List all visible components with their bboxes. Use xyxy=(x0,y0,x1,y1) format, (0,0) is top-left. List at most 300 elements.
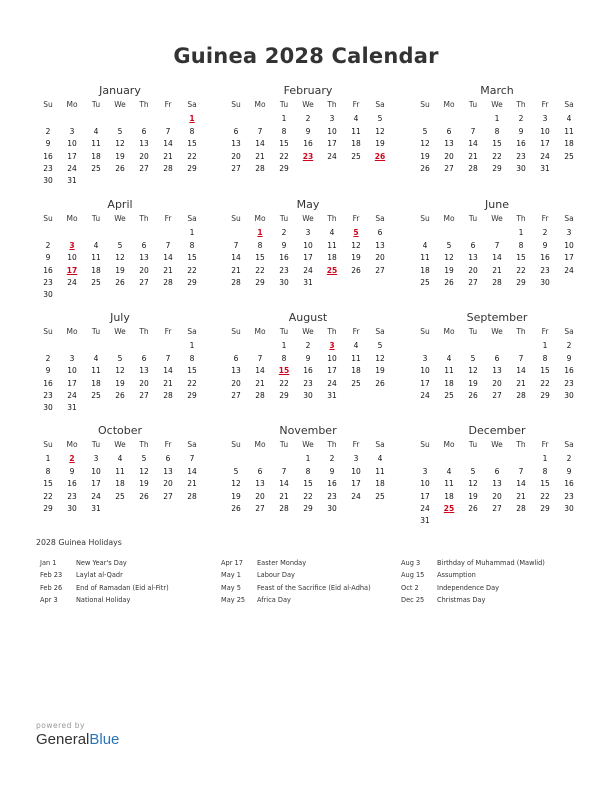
day-cell: 31 xyxy=(303,277,313,287)
day-cell: 11 xyxy=(444,366,454,376)
empty-day-cell xyxy=(344,163,368,175)
day-cell: 21 xyxy=(163,378,173,388)
day-cell: 19 xyxy=(115,378,125,388)
day-cell: 17 xyxy=(420,378,430,388)
week-row xyxy=(413,478,581,490)
day-cell: 22 xyxy=(187,265,197,275)
day-cell: 15 xyxy=(492,139,502,149)
day-cell: 24 xyxy=(327,151,337,161)
holiday-name: Africa Day xyxy=(257,595,291,604)
empty-day-cell xyxy=(248,113,272,125)
weekday-header xyxy=(36,213,204,227)
weekday-label: Fr xyxy=(164,214,172,223)
day-cell: 20 xyxy=(139,151,149,161)
day-cell: 28 xyxy=(163,163,173,173)
week-row xyxy=(413,265,581,277)
day-cell: 5 xyxy=(117,240,123,250)
holiday-date: Dec 25 xyxy=(401,595,425,604)
empty-day-cell xyxy=(461,515,485,527)
day-cell: 26 xyxy=(115,390,125,400)
empty-day-cell xyxy=(557,163,581,175)
day-cell: 9 xyxy=(45,253,51,263)
day-cell: 4 xyxy=(422,240,428,250)
day-cell: 14 xyxy=(255,139,265,149)
day-cell: 30 xyxy=(327,503,337,513)
day-cell: 26 xyxy=(139,491,149,501)
day-cell: 11 xyxy=(91,366,101,376)
holiday-day-cell: 1 xyxy=(189,114,195,124)
day-cell: 13 xyxy=(139,139,149,149)
weekday-label: Fr xyxy=(352,214,360,223)
week-row xyxy=(36,151,204,163)
day-cell: 7 xyxy=(233,240,239,250)
day-cell: 1 xyxy=(542,341,548,351)
day-cell: 28 xyxy=(516,390,526,400)
week-row xyxy=(224,227,392,239)
weekday-header xyxy=(413,99,581,113)
weekday-label: Su xyxy=(420,214,430,223)
empty-day-cell xyxy=(248,453,272,465)
week-row xyxy=(224,138,392,150)
day-cell: 22 xyxy=(540,491,550,501)
empty-day-cell xyxy=(156,340,180,352)
day-cell: 10 xyxy=(67,366,77,376)
holiday-entry xyxy=(40,557,169,569)
empty-day-cell xyxy=(296,163,320,175)
week-row xyxy=(36,240,204,252)
weekday-label: Fr xyxy=(164,440,172,449)
weekday-label: We xyxy=(491,440,503,449)
day-cell: 3 xyxy=(422,353,428,363)
day-cell: 28 xyxy=(163,390,173,400)
day-cell: 20 xyxy=(139,265,149,275)
day-cell: 30 xyxy=(43,290,53,300)
month-november xyxy=(224,423,392,515)
day-cell: 16 xyxy=(516,139,526,149)
day-cell: 16 xyxy=(279,253,289,263)
weekday-label: Fr xyxy=(541,440,549,449)
day-cell: 30 xyxy=(303,390,313,400)
holiday-day-cell: 25 xyxy=(326,265,338,275)
day-cell: 21 xyxy=(163,151,173,161)
day-cell: 1 xyxy=(45,454,51,464)
empty-day-cell xyxy=(437,515,461,527)
weekday-label: Th xyxy=(327,440,337,449)
holiday-date: Aug 15 xyxy=(401,571,425,580)
weekday-label: Mo xyxy=(66,327,78,336)
day-cell: 21 xyxy=(231,265,241,275)
day-cell: 14 xyxy=(163,253,173,263)
weekday-header xyxy=(224,213,392,227)
empty-day-cell xyxy=(224,453,248,465)
day-cell: 2 xyxy=(281,228,287,238)
day-cell: 16 xyxy=(540,253,550,263)
week-row xyxy=(36,491,204,503)
week-row xyxy=(36,390,204,402)
weekday-label: We xyxy=(114,100,126,109)
day-cell: 30 xyxy=(279,277,289,287)
weekday-label: Su xyxy=(43,440,53,449)
empty-day-cell xyxy=(437,453,461,465)
empty-day-cell xyxy=(413,340,437,352)
day-cell: 15 xyxy=(187,253,197,263)
day-cell: 26 xyxy=(444,277,454,287)
weekday-label: Mo xyxy=(66,214,78,223)
empty-day-cell xyxy=(344,503,368,515)
day-cell: 16 xyxy=(327,479,337,489)
day-cell: 6 xyxy=(165,454,171,464)
holiday-day-cell: 15 xyxy=(278,366,290,376)
week-row xyxy=(224,478,392,490)
day-cell: 10 xyxy=(327,353,337,363)
day-cell: 9 xyxy=(281,240,287,250)
empty-day-cell xyxy=(132,503,156,515)
month-name: September xyxy=(466,311,528,324)
day-cell: 21 xyxy=(187,479,197,489)
day-cell: 22 xyxy=(279,151,289,161)
day-cell: 17 xyxy=(67,378,77,388)
weekday-label: Sa xyxy=(375,214,385,223)
weekday-label: Th xyxy=(139,327,149,336)
generalblue-logo[interactable] xyxy=(36,731,119,748)
day-cell: 9 xyxy=(518,126,524,136)
week-row xyxy=(36,466,204,478)
day-cell: 25 xyxy=(91,277,101,287)
empty-day-cell xyxy=(509,340,533,352)
holiday-date: May 5 xyxy=(221,583,241,592)
day-cell: 29 xyxy=(43,503,53,513)
week-row xyxy=(36,353,204,365)
day-cell: 24 xyxy=(351,491,361,501)
day-cell: 27 xyxy=(139,277,149,287)
day-cell: 12 xyxy=(115,366,125,376)
week-row xyxy=(224,113,392,125)
holiday-entry xyxy=(40,594,169,606)
day-cell: 21 xyxy=(255,378,265,388)
day-cell: 1 xyxy=(281,114,287,124)
weekday-label: Tu xyxy=(91,327,101,336)
weekday-header xyxy=(224,439,392,453)
day-cell: 28 xyxy=(492,277,502,287)
empty-day-cell xyxy=(132,175,156,187)
week-row xyxy=(224,126,392,138)
weekday-label: Mo xyxy=(254,214,266,223)
weekday-label: Su xyxy=(231,100,241,109)
day-cell: 2 xyxy=(45,126,51,136)
weekday-label: Mo xyxy=(443,100,455,109)
day-cell: 17 xyxy=(351,479,361,489)
empty-day-cell xyxy=(344,277,368,289)
holiday-entry xyxy=(40,582,169,594)
holiday-column xyxy=(221,557,371,606)
holiday-entry xyxy=(40,569,169,581)
day-cell: 27 xyxy=(231,390,241,400)
day-cell: 9 xyxy=(45,366,51,376)
month-march xyxy=(413,83,581,175)
powered-by-label: powered by xyxy=(36,721,85,730)
week-row xyxy=(36,126,204,138)
month-january xyxy=(36,83,204,188)
day-cell: 6 xyxy=(377,228,383,238)
week-row xyxy=(413,390,581,402)
week-row xyxy=(224,353,392,365)
day-cell: 30 xyxy=(43,403,53,413)
week-row xyxy=(36,113,204,125)
day-cell: 20 xyxy=(231,378,241,388)
day-cell: 3 xyxy=(542,114,548,124)
day-cell: 24 xyxy=(420,390,430,400)
empty-day-cell xyxy=(413,227,437,239)
empty-day-cell xyxy=(156,503,180,515)
day-cell: 25 xyxy=(91,390,101,400)
weekday-label: Su xyxy=(43,327,53,336)
empty-day-cell xyxy=(461,113,485,125)
holiday-day-cell: 1 xyxy=(257,228,263,238)
day-cell: 13 xyxy=(444,139,454,149)
holiday-day-cell: 5 xyxy=(353,228,359,238)
day-cell: 25 xyxy=(375,491,385,501)
day-cell: 11 xyxy=(91,253,101,263)
weekday-label: We xyxy=(114,214,126,223)
day-cell: 22 xyxy=(540,378,550,388)
day-cell: 11 xyxy=(564,126,574,136)
day-cell: 17 xyxy=(420,491,430,501)
day-cell: 30 xyxy=(67,503,77,513)
day-cell: 3 xyxy=(353,454,359,464)
day-cell: 30 xyxy=(564,503,574,513)
day-cell: 20 xyxy=(444,151,454,161)
week-row xyxy=(413,378,581,390)
weekday-label: We xyxy=(491,100,503,109)
day-cell: 1 xyxy=(518,228,524,238)
empty-day-cell xyxy=(413,113,437,125)
weekday-label: Th xyxy=(516,440,526,449)
weekday-label: Sa xyxy=(187,100,197,109)
empty-day-cell xyxy=(36,340,60,352)
day-cell: 12 xyxy=(231,479,241,489)
day-cell: 20 xyxy=(139,378,149,388)
day-cell: 4 xyxy=(93,126,99,136)
day-cell: 16 xyxy=(43,151,53,161)
day-cell: 11 xyxy=(420,253,430,263)
empty-day-cell xyxy=(180,175,204,187)
empty-day-cell xyxy=(156,113,180,125)
empty-day-cell xyxy=(461,340,485,352)
day-cell: 14 xyxy=(187,466,197,476)
day-cell: 5 xyxy=(422,126,428,136)
day-cell: 19 xyxy=(115,151,125,161)
day-cell: 11 xyxy=(351,126,361,136)
week-row xyxy=(413,491,581,503)
day-cell: 20 xyxy=(231,151,241,161)
weekday-label: Mo xyxy=(254,440,266,449)
weekday-label: Sa xyxy=(187,327,197,336)
logo-text-general: General xyxy=(36,731,90,748)
day-cell: 10 xyxy=(67,253,77,263)
day-cell: 24 xyxy=(67,277,77,287)
day-cell: 29 xyxy=(187,163,197,173)
empty-day-cell xyxy=(180,289,204,301)
holiday-column xyxy=(401,557,545,606)
empty-day-cell xyxy=(132,289,156,301)
empty-day-cell xyxy=(320,163,344,175)
day-cell: 29 xyxy=(303,503,313,513)
weekday-label: Tu xyxy=(279,214,289,223)
week-row xyxy=(413,240,581,252)
day-cell: 17 xyxy=(327,366,337,376)
day-cell: 1 xyxy=(494,114,500,124)
day-cell: 2 xyxy=(566,454,572,464)
day-cell: 18 xyxy=(351,139,361,149)
empty-day-cell xyxy=(509,453,533,465)
empty-day-cell xyxy=(557,515,581,527)
day-cell: 12 xyxy=(468,479,478,489)
day-cell: 10 xyxy=(564,240,574,250)
day-cell: 24 xyxy=(420,503,430,513)
holiday-name: New Year's Day xyxy=(76,559,127,567)
month-name: December xyxy=(468,424,526,437)
weekday-label: Tu xyxy=(468,214,478,223)
day-cell: 6 xyxy=(257,466,263,476)
day-cell: 16 xyxy=(564,479,574,489)
day-cell: 21 xyxy=(468,151,478,161)
weekday-label: Su xyxy=(420,440,430,449)
day-cell: 17 xyxy=(564,253,574,263)
day-cell: 4 xyxy=(377,454,383,464)
week-row xyxy=(36,365,204,377)
month-december xyxy=(413,423,581,528)
empty-day-cell xyxy=(413,453,437,465)
week-row xyxy=(224,453,392,465)
empty-day-cell xyxy=(156,175,180,187)
weekday-label: Mo xyxy=(443,440,455,449)
day-cell: 9 xyxy=(329,466,335,476)
day-cell: 9 xyxy=(305,126,311,136)
day-cell: 17 xyxy=(540,139,550,149)
empty-day-cell xyxy=(485,453,509,465)
day-cell: 8 xyxy=(542,466,548,476)
day-cell: 7 xyxy=(518,466,524,476)
day-cell: 6 xyxy=(233,126,239,136)
day-cell: 22 xyxy=(187,151,197,161)
month-name: May xyxy=(296,198,320,211)
holiday-date: May 25 xyxy=(221,595,246,604)
brand-footer xyxy=(36,721,119,748)
day-cell: 13 xyxy=(139,366,149,376)
day-cell: 14 xyxy=(163,139,173,149)
day-cell: 3 xyxy=(566,228,572,238)
weekday-label: Tu xyxy=(91,100,101,109)
day-cell: 11 xyxy=(375,466,385,476)
day-cell: 3 xyxy=(422,466,428,476)
day-cell: 19 xyxy=(115,265,125,275)
empty-day-cell xyxy=(437,113,461,125)
weekday-header xyxy=(36,99,204,113)
empty-day-cell xyxy=(180,402,204,414)
empty-day-cell xyxy=(533,515,557,527)
day-cell: 2 xyxy=(566,341,572,351)
weekday-label: Su xyxy=(231,440,241,449)
month-february xyxy=(224,83,392,175)
holiday-name: Feast of the Sacrifice (Eid al-Adha) xyxy=(257,583,371,592)
day-cell: 26 xyxy=(115,163,125,173)
week-row xyxy=(224,466,392,478)
day-cell: 2 xyxy=(329,454,335,464)
day-cell: 19 xyxy=(468,378,478,388)
day-cell: 22 xyxy=(255,265,265,275)
day-cell: 9 xyxy=(69,466,75,476)
holiday-day-cell: 25 xyxy=(443,503,455,513)
day-cell: 15 xyxy=(516,253,526,263)
day-cell: 2 xyxy=(305,341,311,351)
week-row xyxy=(36,252,204,264)
day-cell: 26 xyxy=(351,265,361,275)
empty-day-cell xyxy=(509,515,533,527)
day-cell: 2 xyxy=(542,228,548,238)
page-title: Guinea 2028 Calendar xyxy=(173,44,439,68)
empty-day-cell xyxy=(132,402,156,414)
empty-day-cell xyxy=(461,227,485,239)
day-cell: 24 xyxy=(91,491,101,501)
month-name: July xyxy=(110,311,130,324)
weekday-label: We xyxy=(114,327,126,336)
holiday-day-cell: 17 xyxy=(66,265,78,275)
holiday-name: National Holiday xyxy=(76,595,131,604)
empty-day-cell xyxy=(156,402,180,414)
week-row xyxy=(413,227,581,239)
weekday-label: Tu xyxy=(279,440,289,449)
day-cell: 27 xyxy=(163,491,173,501)
day-cell: 13 xyxy=(375,240,385,250)
day-cell: 4 xyxy=(566,114,572,124)
day-cell: 18 xyxy=(444,378,454,388)
day-cell: 24 xyxy=(327,378,337,388)
day-cell: 28 xyxy=(163,277,173,287)
day-cell: 11 xyxy=(444,479,454,489)
day-cell: 16 xyxy=(67,479,77,489)
day-cell: 25 xyxy=(115,491,125,501)
holiday-date: Aug 3 xyxy=(401,559,421,567)
day-cell: 12 xyxy=(468,366,478,376)
day-cell: 3 xyxy=(305,228,311,238)
week-row xyxy=(413,277,581,289)
day-cell: 14 xyxy=(516,366,526,376)
day-cell: 8 xyxy=(281,126,287,136)
day-cell: 14 xyxy=(516,479,526,489)
day-cell: 9 xyxy=(542,240,548,250)
weekday-label: Sa xyxy=(187,440,197,449)
day-cell: 30 xyxy=(43,176,53,186)
month-name: January xyxy=(99,84,141,97)
weekday-label: Sa xyxy=(375,100,385,109)
weekday-label: Su xyxy=(231,214,241,223)
day-cell: 9 xyxy=(305,353,311,363)
day-cell: 17 xyxy=(303,253,313,263)
week-row xyxy=(224,491,392,503)
day-cell: 9 xyxy=(566,466,572,476)
month-name: October xyxy=(97,424,143,437)
month-july xyxy=(36,310,204,415)
empty-day-cell xyxy=(108,289,132,301)
day-cell: 24 xyxy=(564,265,574,275)
day-cell: 5 xyxy=(233,466,239,476)
weekday-label: Th xyxy=(139,440,149,449)
day-cell: 8 xyxy=(494,126,500,136)
holiday-name: Labour Day xyxy=(257,571,295,580)
day-cell: 25 xyxy=(564,151,574,161)
day-cell: 25 xyxy=(91,163,101,173)
day-cell: 23 xyxy=(564,378,574,388)
